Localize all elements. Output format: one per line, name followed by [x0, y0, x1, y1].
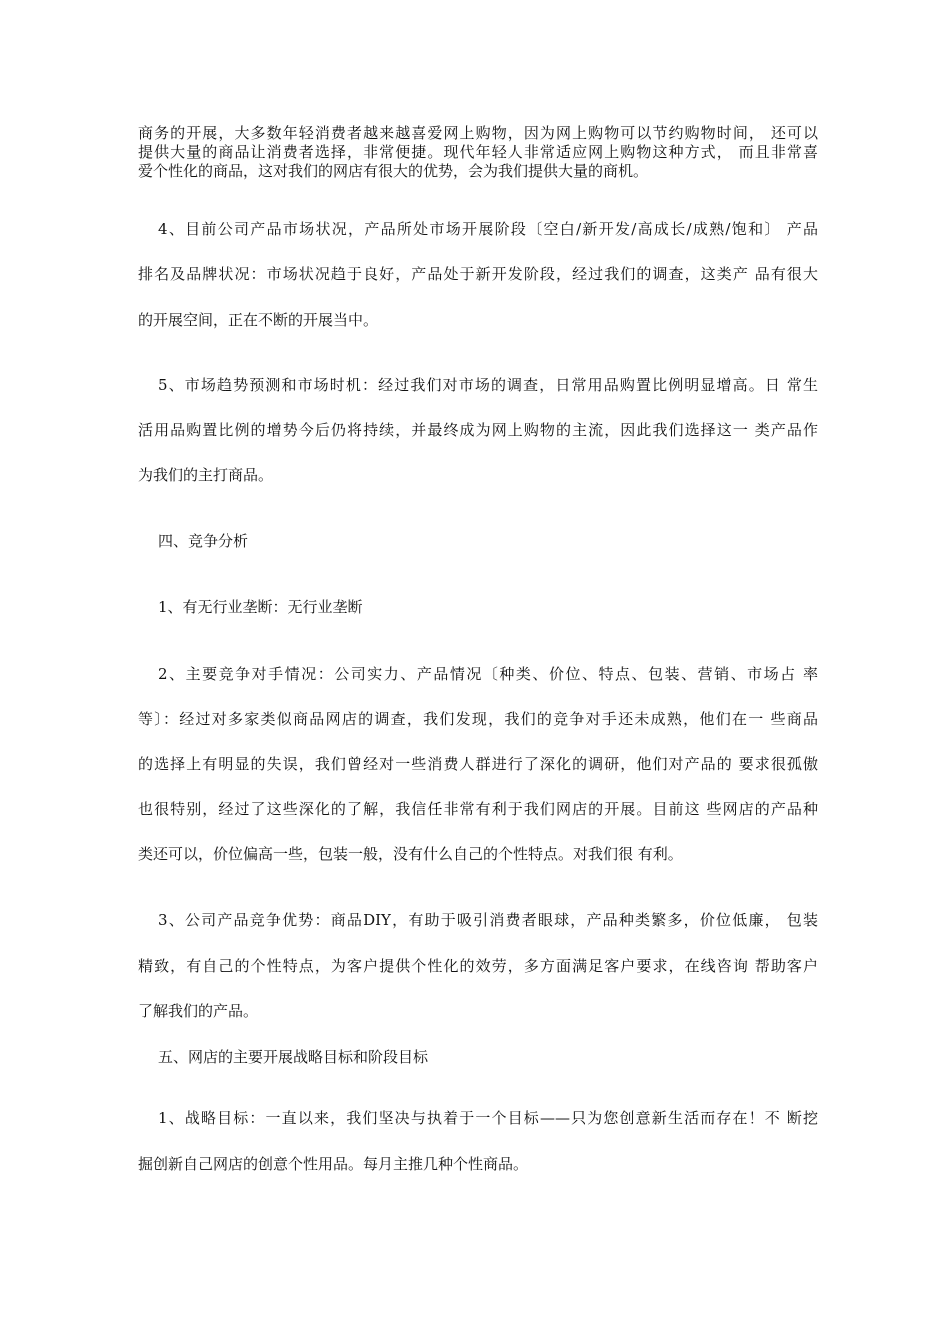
item-competitors-line-4: 也很特别，经过了这些深化的了解，我信任非常有利于我们网店的开展。目前这 些网店的产品种	[138, 800, 818, 818]
item-advantage-line-2: 精致，有自己的个性特点，为客户提供个性化的效劳，多方面满足客户要求，在线咨询 帮助客户	[138, 957, 818, 975]
item-5-line-2: 活用品购置比例的增势今后仍将持续，并最终成为网上购物的主流，因此我们选择这一 类产品作	[138, 421, 818, 439]
paragraph-1-line-1: 商务的开展，大多数年轻消费者越来越喜爱网上购物，因为网上购物可以节约购物时间， 还可以	[138, 124, 818, 142]
item-advantage-line-1: 3、公司产品竞争优势：商品DIY，有助于吸引消费者眼球，产品种类繁多，价位低廉， 包装	[158, 911, 818, 929]
item-competitors-line-3: 的选择上有明显的失误，我们曾经对一些消费人群进行了深化的调研，他们对产品的 要求很孤傲	[138, 755, 818, 773]
item-5-line-3: 为我们的主打商品。	[138, 466, 274, 484]
item-monopoly: 1、有无行业垄断：无行业垄断	[158, 598, 363, 616]
paragraph-1-line-2: 提供大量的商品让消费者选择，非常便捷。现代年轻人非常适应网上购物这种方式， 而且非常喜	[138, 143, 818, 161]
section-heading-strategy: 五、网店的主要开展战略目标和阶段目标	[158, 1048, 429, 1066]
item-competitors-line-5: 类还可以，价位偏高一些，包装一般，没有什么自己的个性特点。对我们很 有利。	[138, 845, 683, 863]
section-heading-competition: 四、竞争分析	[158, 532, 249, 550]
item-competitors-line-2: 等〕：经过对多家类似商品网店的调查，我们发现，我们的竞争对手还未成熟，他们在一 些商品	[138, 710, 818, 728]
paragraph-1-line-3: 爱个性化的商品，这对我们的网店有很大的优势，会为我们提供大量的商机。	[138, 162, 649, 180]
item-strategic-goal-line-1: 1、战略目标：一直以来，我们坚决与执着于一个目标——只为您创意新生活而存在！不 断挖	[158, 1109, 818, 1127]
item-4-line-1: 4、目前公司产品市场状况，产品所处市场开展阶段〔空白/新开发/高成长/成熟/饱和〕 产品	[158, 220, 818, 238]
item-5-line-1: 5、市场趋势预测和市场时机：经过我们对市场的调查，日常用品购置比例明显增高。日 常生	[158, 376, 818, 394]
item-competitors-line-1: 2、主要竞争对手情况：公司实力、产品情况〔种类、价位、特点、包装、营销、市场占 率	[158, 665, 818, 683]
item-4-line-2: 排名及品牌状况：市场状况趋于良好，产品处于新开发阶段，经过我们的调查，这类产 品有很大	[138, 265, 818, 283]
item-4-line-3: 的开展空间，正在不断的开展当中。	[138, 311, 379, 329]
item-advantage-line-3: 了解我们的产品。	[138, 1002, 259, 1020]
item-strategic-goal-line-2: 掘创新自己网店的创意个性用品。每月主推几种个性商品。	[138, 1155, 529, 1173]
